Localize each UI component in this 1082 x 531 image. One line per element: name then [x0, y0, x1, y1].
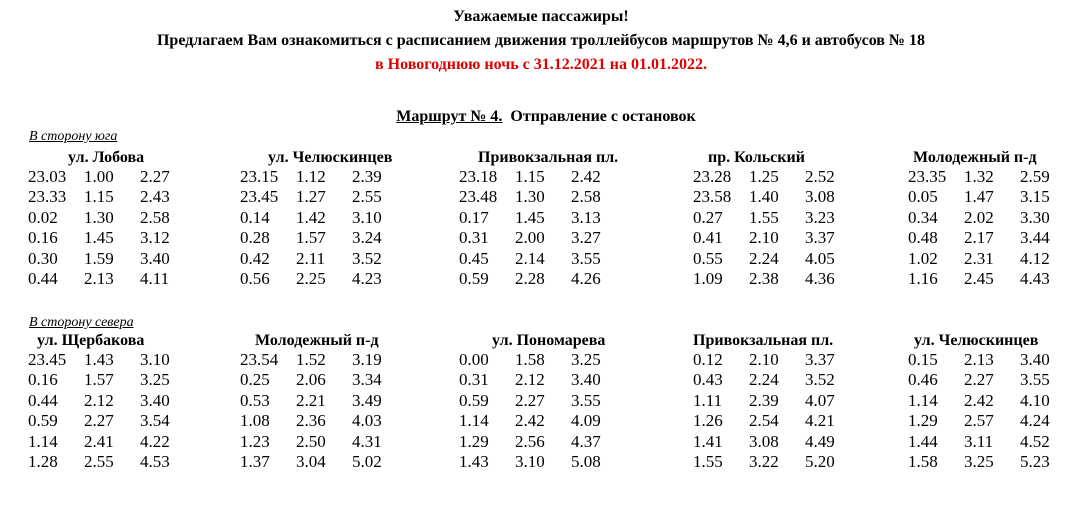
departure-time: 1.29	[459, 431, 489, 451]
departure-time: 4.43	[1020, 268, 1050, 288]
departure-time: 4.07	[805, 390, 835, 410]
departure-time: 1.52	[296, 350, 326, 369]
departure-time: 0.55	[693, 248, 723, 268]
departure-time: 4.31	[352, 431, 382, 451]
departure-time: 1.15	[515, 167, 545, 186]
schedule-row	[693, 452, 861, 472]
departure-time: 1.16	[908, 268, 938, 288]
schedule-row	[693, 187, 861, 207]
departure-time: 2.28	[515, 268, 545, 288]
departure-time: 0.31	[459, 228, 489, 248]
departure-time: 1.37	[240, 451, 270, 471]
departure-time: 23.28	[693, 167, 732, 186]
departure-time: 5.23	[1020, 451, 1050, 471]
departure-time: 2.24	[749, 370, 779, 390]
schedule-row	[693, 269, 861, 289]
schedule-row	[28, 208, 196, 228]
departure-time: 1.43	[459, 451, 489, 471]
schedule-row	[459, 167, 627, 187]
departure-time: 0.28	[240, 228, 270, 248]
schedule-row	[459, 269, 627, 289]
departure-time: 0.45	[459, 248, 489, 268]
departure-time: 3.27	[571, 228, 601, 248]
departure-time: 0.43	[693, 370, 723, 390]
departure-time: 4.37	[571, 431, 601, 451]
schedule-row	[459, 411, 627, 431]
schedule-row	[908, 269, 1076, 289]
departure-time: 2.27	[964, 370, 994, 390]
departure-time: 1.55	[749, 207, 779, 227]
departure-time: 4.49	[805, 431, 835, 451]
schedule-row	[28, 391, 196, 411]
departure-time: 23.58	[693, 187, 732, 207]
departure-time: 2.55	[84, 451, 114, 471]
stop-schedule	[28, 350, 196, 472]
stop-name: ул. Пономарева	[492, 332, 606, 349]
schedule-row	[908, 350, 1076, 370]
departure-time: 2.31	[964, 248, 994, 268]
departure-time: 5.02	[352, 451, 382, 471]
departure-time: 2.17	[964, 228, 994, 248]
departure-time: 2.55	[352, 187, 382, 207]
departure-time: 3.37	[805, 228, 835, 248]
departure-time: 0.53	[240, 390, 270, 410]
departure-time: 1.26	[693, 411, 723, 431]
departure-time: 4.10	[1020, 390, 1050, 410]
schedule-row	[693, 208, 861, 228]
stop-schedule	[459, 167, 627, 289]
departure-time: 2.27	[515, 390, 545, 410]
schedule-row	[908, 228, 1076, 248]
departure-time: 3.54	[140, 411, 170, 431]
schedule-row	[28, 249, 196, 269]
departure-time: 3.55	[571, 248, 601, 268]
stop-schedule	[240, 350, 408, 472]
stop-name: Молодежный п-д	[255, 332, 379, 349]
schedule-row	[240, 187, 408, 207]
departure-time: 2.39	[749, 390, 779, 410]
departure-time: 2.39	[352, 167, 382, 186]
departure-time: 0.44	[28, 390, 58, 410]
schedule-row	[459, 228, 627, 248]
schedule-row	[908, 187, 1076, 207]
schedule-row	[693, 391, 861, 411]
departure-time: 4.36	[805, 268, 835, 288]
departure-time: 2.52	[805, 167, 835, 186]
departure-time: 2.27	[84, 411, 114, 431]
departure-time: 0.59	[459, 390, 489, 410]
departure-time: 2.42	[515, 411, 545, 431]
stop-schedule	[908, 167, 1076, 289]
departure-time: 0.12	[693, 350, 723, 369]
schedule-row	[240, 167, 408, 187]
departure-time: 3.11	[964, 431, 994, 451]
departure-time: 3.55	[1020, 370, 1050, 390]
departure-time: 1.40	[749, 187, 779, 207]
departure-time: 1.00	[84, 167, 114, 186]
departure-time: 23.45	[240, 187, 279, 207]
stop-schedule	[240, 167, 408, 289]
departure-time: 1.14	[28, 431, 58, 451]
departure-time: 2.10	[749, 350, 779, 369]
schedule-row	[459, 208, 627, 228]
departure-time: 0.34	[908, 207, 938, 227]
departure-time: 5.20	[805, 451, 835, 471]
departure-time: 1.57	[296, 228, 326, 248]
departure-time: 23.33	[28, 187, 67, 207]
departure-time: 4.26	[571, 268, 601, 288]
departure-time: 3.10	[515, 451, 545, 471]
departure-time: 1.58	[515, 350, 545, 369]
schedule-row	[693, 167, 861, 187]
departure-time: 4.12	[1020, 248, 1050, 268]
departure-time: 1.12	[296, 167, 326, 186]
departure-time: 1.43	[84, 350, 114, 369]
schedule-row	[459, 391, 627, 411]
departure-time: 2.43	[140, 187, 170, 207]
departure-time: 3.10	[352, 207, 382, 227]
departure-time: 3.25	[964, 451, 994, 471]
departure-time: 3.08	[805, 187, 835, 207]
departure-time: 1.11	[693, 390, 723, 410]
departure-time: 2.38	[749, 268, 779, 288]
departure-time: 2.00	[515, 228, 545, 248]
schedule-row	[693, 228, 861, 248]
schedule-row	[240, 391, 408, 411]
departure-time: 3.19	[352, 350, 382, 369]
departure-time: 1.30	[84, 207, 114, 227]
departure-time: 0.00	[459, 350, 489, 369]
schedule-row	[459, 249, 627, 269]
departure-time: 23.48	[459, 187, 498, 207]
stop-schedule	[693, 167, 861, 289]
schedule-row	[28, 167, 196, 187]
departure-time: 2.36	[296, 411, 326, 431]
schedule-row	[693, 249, 861, 269]
departure-time: 2.06	[296, 370, 326, 390]
departure-time: 0.31	[459, 370, 489, 390]
departure-time: 2.56	[515, 431, 545, 451]
departure-time: 4.03	[352, 411, 382, 431]
departure-time: 1.44	[908, 431, 938, 451]
departure-time: 2.24	[749, 248, 779, 268]
departure-time: 2.42	[964, 390, 994, 410]
departure-time: 1.23	[240, 431, 270, 451]
departure-time: 1.32	[964, 167, 994, 186]
schedule-row	[908, 432, 1076, 452]
stop-name: ул. Лобова	[68, 149, 145, 166]
stop-name: Привокзальная пл.	[693, 332, 834, 349]
schedule-row	[908, 208, 1076, 228]
departure-time: 0.59	[459, 268, 489, 288]
departure-time: 3.08	[749, 431, 779, 451]
schedule-row	[240, 269, 408, 289]
departure-time: 2.59	[1020, 167, 1050, 186]
schedule-row	[459, 370, 627, 390]
departure-time: 2.12	[515, 370, 545, 390]
stop-schedule	[459, 350, 627, 472]
schedule-row	[459, 432, 627, 452]
departure-time: 4.21	[805, 411, 835, 431]
departure-time: 2.45	[964, 268, 994, 288]
direction-label: В сторону севера	[29, 315, 134, 330]
departure-time: 1.41	[693, 431, 723, 451]
departure-time: 1.42	[296, 207, 326, 227]
departure-time: 4.24	[1020, 411, 1050, 431]
departure-time: 2.02	[964, 207, 994, 227]
departure-time: 0.46	[908, 370, 938, 390]
departure-time: 3.40	[140, 390, 170, 410]
departure-time: 3.24	[352, 228, 382, 248]
departure-time: 1.45	[515, 207, 545, 227]
departure-time: 0.56	[240, 268, 270, 288]
departure-time: 0.44	[28, 268, 58, 288]
schedule-row	[908, 411, 1076, 431]
departure-time: 1.55	[693, 451, 723, 471]
schedule-row	[693, 411, 861, 431]
departure-time: 23.54	[240, 350, 279, 369]
schedule-row	[28, 187, 196, 207]
schedule-row	[908, 167, 1076, 187]
departure-time: 0.48	[908, 228, 938, 248]
stop-schedule	[28, 167, 196, 289]
schedule-row	[28, 350, 196, 370]
departure-time: 3.44	[1020, 228, 1050, 248]
departure-time: 4.52	[1020, 431, 1050, 451]
departure-time: 3.25	[140, 370, 170, 390]
departure-time: 2.13	[964, 350, 994, 369]
departure-time: 2.27	[140, 167, 170, 186]
departure-time: 2.58	[140, 207, 170, 227]
departure-time: 3.23	[805, 207, 835, 227]
route-number: Маршрут № 4.	[396, 108, 503, 125]
departure-time: 1.09	[693, 268, 723, 288]
departure-time: 4.23	[352, 268, 382, 288]
departure-time: 3.12	[140, 228, 170, 248]
departure-time: 2.58	[571, 187, 601, 207]
stop-name: ул. Челюскинцев	[914, 332, 1039, 349]
departure-time: 3.25	[571, 350, 601, 369]
schedule-intro: Предлагаем Вам ознакомиться с расписанием движения троллейбусов маршрутов № 4,6 и автобусов № 18	[156, 32, 926, 49]
departure-time: 4.11	[140, 268, 170, 288]
departure-time: 3.10	[140, 350, 170, 369]
departure-time: 2.57	[964, 411, 994, 431]
route-subtitle: Отправление с остановок	[510, 108, 696, 125]
departure-time: 4.53	[140, 451, 170, 471]
departure-time: 1.15	[84, 187, 114, 207]
departure-time: 23.45	[28, 350, 67, 369]
departure-time: 0.02	[28, 207, 58, 227]
schedule-row	[240, 228, 408, 248]
schedule-row	[28, 411, 196, 431]
departure-time: 23.35	[908, 167, 947, 186]
departure-time: 0.42	[240, 248, 270, 268]
departure-time: 0.15	[908, 350, 938, 369]
stop-schedule	[693, 350, 861, 472]
departure-time: 1.28	[28, 451, 58, 471]
schedule-row	[240, 411, 408, 431]
departure-time: 0.59	[28, 411, 58, 431]
departure-time: 3.30	[1020, 207, 1050, 227]
departure-time: 1.30	[515, 187, 545, 207]
departure-time: 0.16	[28, 370, 58, 390]
greeting-heading: Уважаемые пассажиры!	[453, 8, 629, 25]
departure-time: 3.22	[749, 451, 779, 471]
departure-time: 0.27	[693, 207, 723, 227]
departure-time: 1.25	[749, 167, 779, 186]
stop-schedule	[908, 350, 1076, 472]
stop-name: пр. Кольский	[708, 149, 805, 166]
schedule-row	[240, 208, 408, 228]
departure-time: 3.15	[1020, 187, 1050, 207]
departure-time: 4.09	[571, 411, 601, 431]
departure-time: 1.58	[908, 451, 938, 471]
route-title	[0, 108, 1082, 126]
stop-name: ул. Щербакова	[37, 332, 145, 349]
departure-time: 3.37	[805, 350, 835, 369]
schedule-row	[240, 432, 408, 452]
departure-time: 1.08	[240, 411, 270, 431]
departure-time: 4.22	[140, 431, 170, 451]
departure-time: 0.30	[28, 248, 58, 268]
departure-time: 3.34	[352, 370, 382, 390]
schedule-row	[240, 452, 408, 472]
departure-time: 5.08	[571, 451, 601, 471]
schedule-row	[459, 452, 627, 472]
departure-time: 2.11	[296, 248, 326, 268]
departure-time: 2.10	[749, 228, 779, 248]
departure-time: 0.25	[240, 370, 270, 390]
departure-time: 1.02	[908, 248, 938, 268]
departure-time: 3.40	[571, 370, 601, 390]
departure-time: 2.25	[296, 268, 326, 288]
schedule-row	[693, 370, 861, 390]
departure-time: 0.05	[908, 187, 938, 207]
departure-time: 2.13	[84, 268, 114, 288]
schedule-row	[28, 370, 196, 390]
departure-time: 2.12	[84, 390, 114, 410]
departure-time: 2.14	[515, 248, 545, 268]
departure-time: 3.49	[352, 390, 382, 410]
schedule-row	[28, 269, 196, 289]
departure-time: 2.54	[749, 411, 779, 431]
stop-name: ул. Челюскинцев	[268, 149, 393, 166]
departure-time: 23.03	[28, 167, 67, 186]
schedule-row	[459, 187, 627, 207]
schedule-row	[908, 391, 1076, 411]
departure-time: 3.55	[571, 390, 601, 410]
schedule-row	[908, 249, 1076, 269]
departure-time: 3.52	[352, 248, 382, 268]
schedule-date: в Новогоднюю ночь с 31.12.2021 на 01.01.2022.	[375, 56, 707, 73]
departure-time: 4.05	[805, 248, 835, 268]
schedule-row	[908, 370, 1076, 390]
departure-time: 1.29	[908, 411, 938, 431]
schedule-row	[693, 432, 861, 452]
departure-time: 0.41	[693, 228, 723, 248]
departure-time: 0.17	[459, 207, 489, 227]
schedule-row	[240, 350, 408, 370]
schedule-row	[28, 432, 196, 452]
schedule-row	[28, 228, 196, 248]
departure-time: 3.40	[1020, 350, 1050, 369]
departure-time: 1.59	[84, 248, 114, 268]
departure-time: 2.41	[84, 431, 114, 451]
schedule-row	[459, 350, 627, 370]
departure-time: 1.57	[84, 370, 114, 390]
departure-time: 23.15	[240, 167, 279, 186]
departure-time: 2.50	[296, 431, 326, 451]
departure-time: 1.27	[296, 187, 326, 207]
schedule-row	[240, 249, 408, 269]
departure-time: 1.45	[84, 228, 114, 248]
schedule-row	[240, 370, 408, 390]
departure-time: 3.40	[140, 248, 170, 268]
stop-name: Привокзальная пл.	[478, 149, 619, 166]
departure-time: 3.52	[805, 370, 835, 390]
schedule-row	[28, 452, 196, 472]
stop-name: Молодежный п-д	[913, 149, 1037, 166]
schedule-row	[693, 350, 861, 370]
departure-time: 1.47	[964, 187, 994, 207]
departure-time: 3.04	[296, 451, 326, 471]
departure-time: 0.16	[28, 228, 58, 248]
departure-time: 2.42	[571, 167, 601, 186]
departure-time: 1.14	[908, 390, 938, 410]
departure-time: 3.13	[571, 207, 601, 227]
schedule-row	[908, 452, 1076, 472]
direction-label: В сторону юга	[29, 129, 118, 144]
departure-time: 1.14	[459, 411, 489, 431]
departure-time: 2.21	[296, 390, 326, 410]
departure-time: 0.14	[240, 207, 270, 227]
departure-time: 23.18	[459, 167, 498, 186]
